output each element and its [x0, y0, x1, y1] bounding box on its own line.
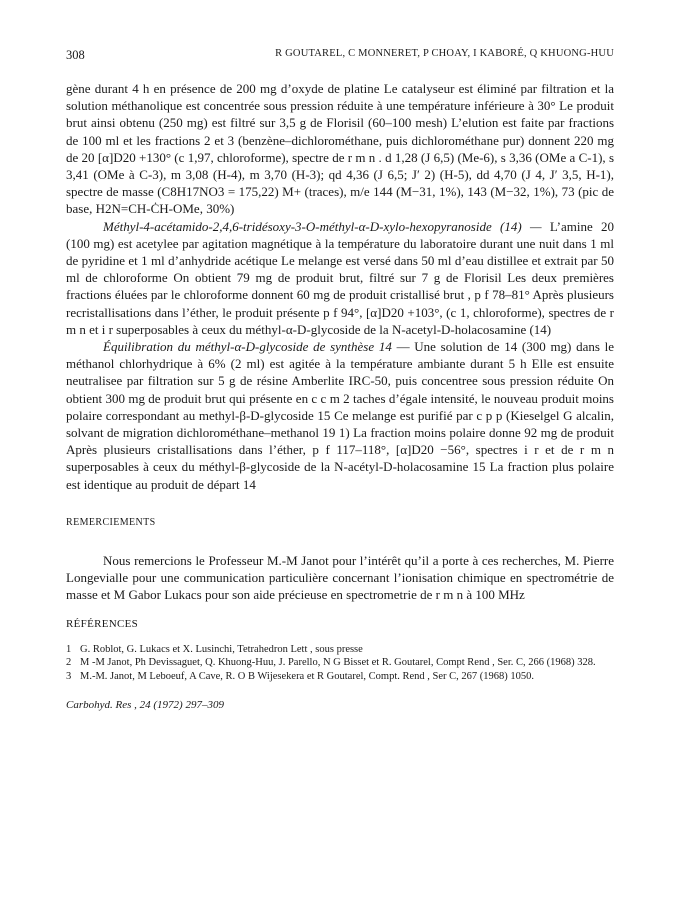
paragraph-hydrogenation: gène durant 4 h en présence de 200 mg d’oxyde de platine Le catalyseur est éliminé par filtration et la solution méthanolique est concentrée sous pression réduite à une température inférieure à 30° Le produit brut ainsi obtenu (250 mg) est filtré sur 3,5 g de Florisil (60–100 mesh) L’elution est faite par fractions de 100 ml et les fractions 2 et 3 (benzène–dichlorométhane, puis dichlorométhane pur) donnent 220 mg de 20 [α]D20 +130° (c 1,97, chloroforme), spectre de r m n . d 1,28 (J 6,5) (Me-6), s 3,36 (OMe a C-1), s 3,41 (OMe à C-3), m 3,08 (H-4), m 3,70 (H-3); qd 4,36 (J 6,5; J′ 2) (H-5), dd 4,70 (J 4, J′ 3,5, H-1), spectre de masse (C8H17NO3 = 175,22) M+ (traces), m/e 144 (M−31, 1%), 143 (M−32, 1%), 73 (pic de base, H2N=CH-ĊH-OMe, 30%): [66, 81, 614, 217]
acknowledgements-heading: REMERCIEMENTS: [66, 516, 156, 528]
article-body: [66, 80, 614, 714]
journal-citation: Carbohyd. Res , 24 (1972) 297–309: [66, 699, 224, 712]
paragraph-equilibration: [66, 338, 614, 493]
references-heading: RÉFÉRENCES: [66, 617, 139, 630]
reference-number: 3: [66, 670, 72, 682]
reference-number: 2: [66, 657, 72, 669]
reference-text: M.-M. Janot, M Leboeuf, A Cave, R. O B Wijesekera et R Goutarel, Compt. Rend , Ser C, 267 (1968) 1050.: [80, 670, 535, 682]
reference-text: M -M Janot, Ph Devissaguet, Q. Khuong-Huu, J. Parello, N G Bisset et R. Goutarel, Compt Rend , Ser. C, 266 (1968) 328.: [80, 657, 596, 669]
running-header: [66, 48, 614, 64]
reference-item: [66, 670, 614, 683]
section-title-equilibration: Équilibration du méthyl-α-D-glycoside de synthèse 14: [103, 339, 392, 355]
reference-number: 1: [66, 643, 72, 655]
reference-item: [66, 643, 614, 656]
compound-title-14: Méthyl-4-acétamido-2,4,6-tridésoxy-3-O-méthyl-α-D-xylo-hexopyranoside (14) —: [103, 218, 542, 234]
references-list: [66, 643, 614, 683]
paragraph-acetylation: [66, 218, 614, 338]
acknowledgements-text: Nous remercions le Professeur M.-M Janot pour l’intérêt qu’il a porte à ces recherches, M. Pierre Longevialle pour une communication particulière concernant l’ionisation chimique en spectrométrie de masse et M Gabor Lukacs pour son aide précieuse en spectrometrie de r m n à 100 MHz: [66, 553, 614, 603]
paragraph-acetylation-text: L’amine 20 (100 mg) est acetylee par agitation magnétique à la température du laboratoire durant une nuit dans 1 ml de pyridine et 1 ml d’anhydride acétique Le melange est versé dans 50 ml d’eau distillee et extrait par 50 ml de chloroforme On obtient 79 mg de produit brut, filtré sur 7 g de Florisil Les deux premières fractions éluées par le chloroforme donnent 60 mg de produit cristallisé brut , p f 78–81° Après plusieurs recristallisations dans l’éther, le produit présente p f 94°, [α]D20 +103°, (c 1, chloroforme), spectres de r m n et i r superposables à ceux du méthyl-α-D-glycoside de la N-acetyl-D-holacosamine (14): [66, 218, 615, 337]
page-number: 308: [66, 48, 85, 62]
reference-text: G. Roblot, G. Lukacs et X. Lusinchi, Tetrahedron Lett , sous presse: [80, 643, 363, 655]
running-authors: R GOUTAREL, C MONNERET, P CHOAY, I KABORÉ, Q KHUONG-HUU: [275, 48, 614, 59]
paragraph-equilibration-text: — Une solution de 14 (300 mg) dans le méthanol chlorhydrique à 6% (2 ml) est agitée à la température ambiante durant 5 h Elle est ensuite neutralisee par filtration sur 5 g de résine Amberlite IRC-50, puis concentree sous pression réduite On obtient 300 mg de produit brut qui présente en c c m 2 taches d’égale intensité, le nouveau produit moins polaire correspondant au methyl-β-D-glycoside 15 Ce melange est purifié par c p p (Kieselgel G alcalin, solvant de migration dichlorométhane–methanol 19 1) La fraction moins polaire donne 92 mg de produit Après plusieurs cristallisations dans l’éther, p f 117–118°, [α]D20 −56°, spectres i r et de r m n superposables à ceux du méthyl-β-glycoside de la N-acétyl-D-holacosamine 15 La fraction plus polaire est identique au produit de départ 14: [66, 339, 615, 492]
reference-item: [66, 656, 614, 669]
